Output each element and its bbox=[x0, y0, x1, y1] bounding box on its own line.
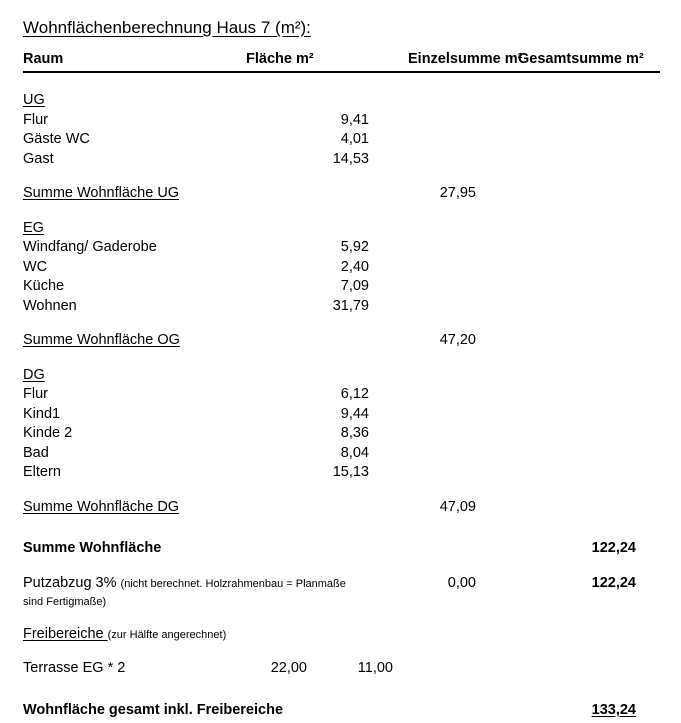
room-name: Flur bbox=[23, 111, 48, 128]
table-row bbox=[23, 405, 660, 425]
table-header bbox=[23, 51, 660, 76]
table-body bbox=[23, 76, 660, 720]
room-name: Windfang/ Gaderobe bbox=[23, 239, 157, 255]
room-name: Küche bbox=[23, 278, 65, 294]
room-area: 8,36 bbox=[340, 425, 369, 441]
spacer bbox=[23, 559, 660, 574]
room-area: 9,41 bbox=[340, 111, 369, 128]
subtotal-value-ug: 27,95 bbox=[439, 185, 476, 201]
room-area: 9,44 bbox=[340, 405, 369, 422]
plaster-deduction-row bbox=[23, 574, 660, 610]
table-row bbox=[23, 424, 660, 444]
free-areas-heading: Freibereiche (zur Hälfte angerechnet) bbox=[23, 625, 227, 642]
spacer bbox=[23, 644, 660, 659]
room-area: 6,12 bbox=[340, 386, 369, 402]
total-living-area-value: 122,24 bbox=[591, 540, 636, 556]
grand-total-value: 133,24 bbox=[591, 701, 636, 718]
room-area: 31,79 bbox=[332, 297, 369, 314]
subtotal-label-dg: Summe Wohnfläche DG bbox=[23, 498, 180, 515]
room-area: 7,09 bbox=[340, 278, 369, 294]
room-name: Flur bbox=[23, 386, 48, 402]
room-name: Gast bbox=[23, 150, 54, 167]
room-name: Eltern bbox=[23, 464, 61, 480]
column-header-room: Raum bbox=[23, 51, 64, 67]
table-row bbox=[23, 385, 660, 405]
column-header-single-sum: Einzelsumme m² bbox=[408, 51, 523, 67]
page-title-text: Wohnflächenberechnung Haus 7 (m²): bbox=[23, 18, 311, 37]
subtotal-value-og: 47,20 bbox=[439, 332, 476, 348]
plaster-deduction-label: Putzabzug 3% (nicht berechnet. Holzrahmenbau = Planmaße sind Fertigmaße) bbox=[23, 574, 346, 608]
subtotal-label-og: Summe Wohnfläche OG bbox=[23, 332, 180, 348]
column-header-total-sum: Gesamtsumme m² bbox=[518, 51, 644, 67]
spacer bbox=[23, 610, 660, 625]
room-name: Kinde 2 bbox=[23, 425, 73, 441]
grand-total-label: Wohnfläche gesamt inkl. Freibereiche bbox=[23, 701, 284, 718]
column-header-area: Fläche m² bbox=[246, 51, 314, 67]
room-name: Bad bbox=[23, 444, 49, 461]
spacer bbox=[23, 169, 660, 184]
spacer bbox=[23, 483, 660, 498]
room-area: 4,01 bbox=[340, 131, 369, 147]
table-row bbox=[23, 130, 660, 150]
total-living-area-label: Summe Wohnfläche bbox=[23, 540, 162, 556]
group-label-eg: EG bbox=[23, 219, 44, 236]
room-name: Gäste WC bbox=[23, 131, 90, 147]
room-name: Wohnen bbox=[23, 297, 77, 314]
table-row bbox=[23, 659, 660, 679]
subtotal-label-ug: Summe Wohnfläche UG bbox=[23, 185, 180, 201]
free-areas-header-row bbox=[23, 625, 660, 645]
room-name: Kind1 bbox=[23, 405, 61, 422]
plaster-deduction-note: (nicht berechnet. Holzrahmenbau = Planmaße sind Fertigmaße) bbox=[23, 577, 346, 608]
plaster-deduction-total: 122,24 bbox=[591, 574, 636, 591]
table-row bbox=[23, 258, 660, 278]
free-area-half-value: 11,00 bbox=[357, 660, 393, 676]
group-label-ug: UG bbox=[23, 92, 45, 108]
table-row bbox=[23, 297, 660, 317]
free-areas-note: (zur Hälfte angerechnet) bbox=[107, 628, 227, 641]
page-title bbox=[23, 0, 658, 38]
room-name: WC bbox=[23, 258, 48, 275]
spacer bbox=[23, 679, 660, 701]
spacer bbox=[23, 517, 660, 539]
spacer bbox=[23, 316, 660, 331]
free-area-value: 22,00 bbox=[270, 660, 307, 676]
group-subtotal-row bbox=[23, 331, 660, 351]
subtotal-value-dg: 47,09 bbox=[439, 498, 476, 515]
group-header-row bbox=[23, 91, 660, 111]
group-label-dg: DG bbox=[23, 366, 45, 383]
table-row bbox=[23, 444, 660, 464]
spacer bbox=[23, 76, 660, 91]
spacer bbox=[23, 351, 660, 366]
plaster-deduction-single: 0,00 bbox=[447, 574, 476, 591]
table-row bbox=[23, 277, 660, 297]
group-subtotal-row bbox=[23, 184, 660, 204]
free-area-name: Terrasse EG * 2 bbox=[23, 660, 126, 676]
living-area-table bbox=[23, 51, 660, 720]
group-subtotal-row bbox=[23, 498, 660, 518]
room-area: 15,13 bbox=[332, 464, 369, 480]
group-header-row bbox=[23, 366, 660, 386]
table-row bbox=[23, 111, 660, 131]
grand-total-row bbox=[23, 701, 660, 721]
room-area: 2,40 bbox=[340, 258, 369, 275]
table-header-row bbox=[23, 51, 660, 72]
table-row bbox=[23, 238, 660, 258]
spacer bbox=[23, 204, 660, 219]
group-header-row bbox=[23, 219, 660, 239]
table-row bbox=[23, 150, 660, 170]
room-area: 8,04 bbox=[340, 444, 369, 461]
room-area: 14,53 bbox=[332, 150, 369, 167]
total-living-area-row bbox=[23, 539, 660, 559]
room-area: 5,92 bbox=[340, 239, 369, 255]
table-row bbox=[23, 463, 660, 483]
